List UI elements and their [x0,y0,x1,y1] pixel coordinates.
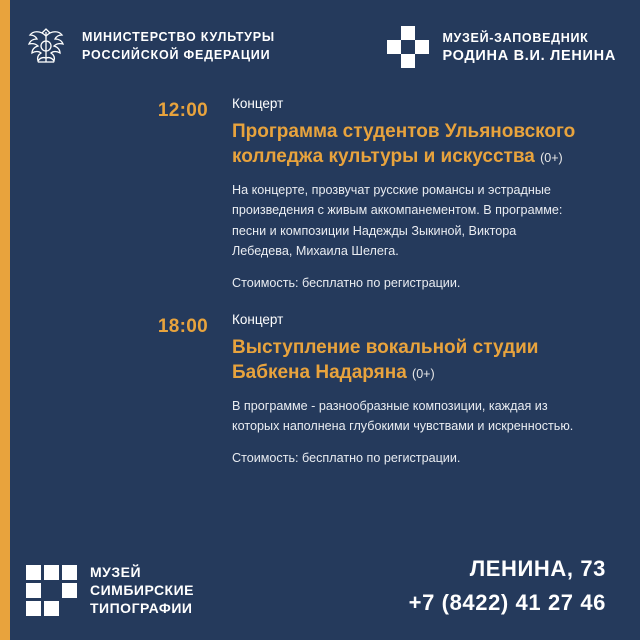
museum-brand-line1: МУЗЕЙ-ЗАПОВЕДНИК [442,30,589,45]
museum-brand-text [442,31,616,64]
event-kind: Концерт [232,96,284,111]
cross-squares-logo-icon [387,26,429,68]
event-title-text: Программа студентов Ульяновского колледжа культуры и искусства [232,121,576,168]
contacts-block [409,556,606,616]
footer-logo-line1: МУЗЕЙ [90,564,142,581]
poster-header [0,0,640,88]
event-time: 12:00 [157,100,208,121]
poster-footer [0,530,640,640]
event-body [232,96,580,294]
museum-brand-block [387,26,616,68]
ministry-title-line2: РОССИЙСКОЙ ФЕДЕРАЦИИ [82,48,271,62]
event-title [232,335,580,386]
double-headed-eagle-icon [22,22,70,70]
contact-address: ЛЕНИНА, 73 [469,556,606,581]
event-item [0,96,640,294]
ministry-block [22,22,275,70]
event-price: Стоимость: бесплатно по регистрации. [232,276,461,291]
event-time: 18:00 [157,315,208,337]
event-body [232,312,580,469]
footer-logo-line3: ТИПОГРАФИИ [90,600,193,617]
event-item [0,312,640,469]
event-price: Стоимость: бесплатно по регистрации. [232,451,461,466]
grid-squares-logo-icon [26,565,78,617]
footer-logo-line2: СИМБИРСКИЕ [90,582,195,599]
ministry-title-line1: МИНИСТЕРСТВО КУЛЬТУРЫ [82,29,275,44]
event-title [232,119,580,170]
event-description: В программе - разнообразные композиции, каждая из которых наполнена глубокими чувствами и искренностью. [232,398,574,433]
footer-logo-block [26,564,194,618]
footer-logo-text [90,564,194,618]
museum-brand-line2: РОДИНА В.И. ЛЕНИНА [442,47,616,64]
event-title-text: Выступление вокальной студии Бабкена Надаряна [232,336,539,384]
event-age-rating: (0+) [540,151,563,166]
event-schedule [0,96,640,486]
ministry-title [82,28,275,64]
contact-phone[interactable]: +7 (8422) 41 27 46 [408,590,606,615]
event-kind: Концерт [232,311,284,327]
event-description: На концерте, прозвучат русские романсы и эстрадные произведения с живым аккомпанементом. В программе: песни и композиции Надежды Зыкиной, Виктора Лебедева, Михаила Шелега. [232,182,563,259]
event-age-rating: (0+) [412,367,435,382]
